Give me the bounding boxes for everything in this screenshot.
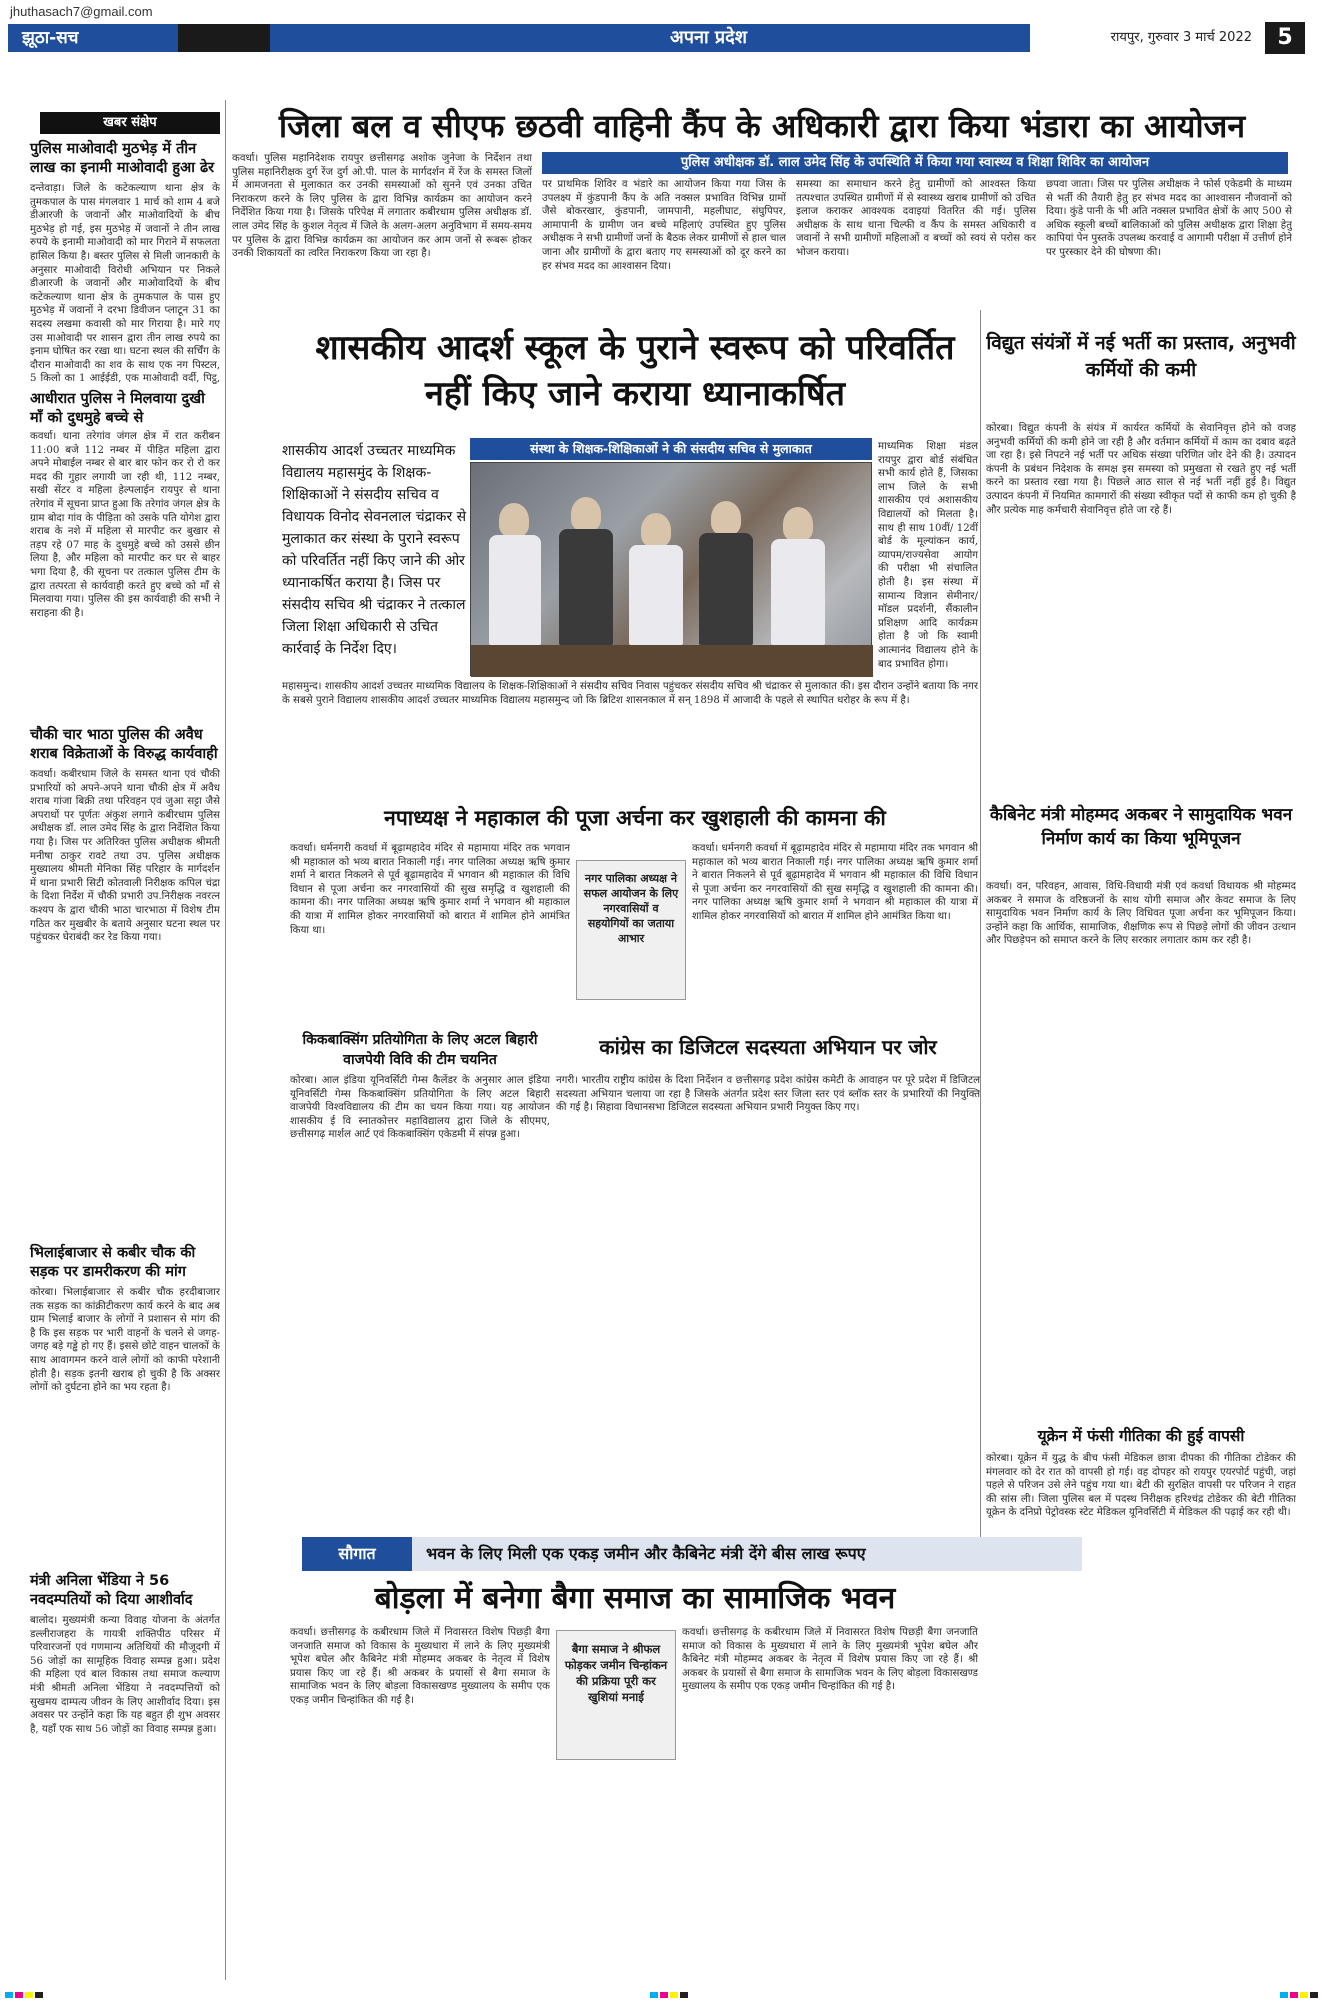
- saugat-tag: सौगात: [302, 1537, 412, 1571]
- kickboxing-body: कोरबा। आल इंडिया यूनिवर्सिटी गेम्स कैलेंडर के अनुसार आल इंडिया यूनिवर्सिटी गेम्स किकबाक्सिंग प्रतियोगिता के लिए अटल बिहारी वाजपेयी विश्वविद्यालय की टीम का चयन किया गया। यह आयोजन शासकीय ई वि स्नातकोत्तर महाविद्यालय द्वारा जिले के सीएमए, छत्तीसगढ़ मार्शल आर्ट एवं किकबाक्सिंग एकेडमी में संपन्न हुआ।: [290, 1075, 550, 1141]
- mahakal-headline: नपाध्यक्ष ने महाकाल की पूजा अर्चना कर खुशहाली की कामना की: [384, 806, 886, 830]
- briefs-tag: खबर संक्षेप: [40, 112, 220, 134]
- brief-body: बालोद। मुख्यमंत्री कन्या विवाह योजना के अंतर्गत डल्लीराजहरा के गायत्री शक्तिपीठ परिसर में परिवारजनों एवं गणमान्य अतिथियों की मौजूदगी में 56 जोड़ों का सामूहिक विवाह सम्पन्न हुआ। प्रदेश की महिला एवं बाल विकास तथा समाज कल्याण मंत्री श्रीमती अनिला भेंडिया ने नवदम्पत्तियों को सुखमय दाम्पत्य जीवन के लिए आशीर्वाद दिया। इस अवसर पर उन्होंने कहा कि यह बहुत ही शुभ अवसर है, यहाँ एक साथ 56 जोड़ों का विवाह सम्पन्न हुआ।: [30, 1615, 220, 1735]
- school-right-col: माध्यमिक शिक्षा मंडल रायपुर द्वारा बोर्ड संबंधित सभी कार्य होते हैं, जिसका लाभ जिले के सभी शासकीय एवं अशासकीय विद्यालयों को मिलता है। साथ ही साथ 10वीं/ 12वीं बोर्ड के मूल्यांकन कार्य, व्यापम/राज्यसेवा आयोग की परीक्षा भी संचालित होती है। इस संस्था में सामान्य विज्ञान सेमीनार/मॉडल प्रदर्शनी, सैंकालीन प्रशिक्षण आदि कार्यक्रम होता है जो कि स्वामी आत्मानंद विद्यालय होने के बाद प्रभावित होगा।: [878, 441, 978, 670]
- email: jhuthasach7@gmail.com: [10, 4, 153, 19]
- saugat-text: भवन के लिए मिली एक एकड़ जमीन और कैबिनेट मंत्री देंगे बीस लाख रूपए: [412, 1537, 1082, 1571]
- lead-col-3: समस्या का समाधान करने हेतु ग्रामीणों को आश्वस्त किया तत्पश्चात उपस्थित ग्रामीणों में से स्वास्थ्य खराब ग्रामीणों को उचित इलाज कराकर आवश्यक दवाइयां वितरित की गई। पुलिस अधीक्षक के साथ थाना चिल्फी व कैंप के समस्त अधिकारी व जवानों ने सभी ग्रामीणों महिलाओं व बच्चों को स्वयं से परोस कर भोजन कराया।: [796, 179, 1036, 258]
- mahakal-body-2: कवर्धा। धर्मनगरी कवर्धा में बूढ़ामहादेव मंदिर से महामाया मंदिर तक भगवान श्री महाकाल को भव्य बारात निकाली गई। नगर पालिका अध्यक्ष ऋषि कुमार शर्मा ने बारात निकलने से पूर्व बूढ़ामहादेव में भगवान श्री महाकाल की विधि विधान से पूजा अर्चना कर नगरवासियों की सुख समृद्धि व खुशहाली की कामना की। नगर पालिका अध्यक्ष ऋषि कुमार शर्मा ने भगवान श्री महाकाल की यात्रा में शामिल होकर नगरवासियों को बारात में शामिल होने आमंत्रित किया था।: [692, 843, 978, 922]
- masthead: [0, 0, 1323, 58]
- lead-col-1: कवर्धा। पुलिस महानिदेशक रायपुर छत्तीसगढ़ अशोक जुनेजा के निर्देशन तथा पुलिस महानिरीक्षक दुर्ग रेंज दुर्ग ओ.पी. पाल के मार्गदर्शन में रेंज के समस्त जिलों में आमजनता से मुलाकात कर उनकी समस्याओं को सुनने एवं उनका उचित निराकरण करने के लिए पुलिस के द्वारा विभिन्न कार्यक्रम का आयोजन करने निर्देशित किया गया है। जिसके परिपेक्ष में लगातार कबीरधाम पुलिस अधीक्षक डॉ. लाल उमेद सिंह के कुशल नेतृत्व में जिले के अलग-अलग अनुविभाग में समय-समय पर पुलिस के द्वारा विभिन्न कार्यक्रम का आयोजन कर आम जनों से रूबरू होकर उनकी शिकायतों का त्वरित निराकरण किया जा रहा है।: [232, 153, 532, 260]
- baiga-body-2: कवर्धा। छत्तीसगढ़ के कबीरधाम जिले में निवासरत विशेष पिछड़ी बैगा जनजाति समाज को विकास के मुख्यधारा में लाने के लिए मुख्यमंत्री भूपेश बघेल और कैबिनेट मंत्री मोहम्मद अकबर के नेतृत्व में विशेष प्रयास किए जा रहे हैं। श्री अकबर के प्रयासों से बैगा समाज के सामाजिक भवन के लिए बोड़ला विकासखण्ड मुख्यालय के समीप एक एकड़ जमीन चिन्हांकित की गई है।: [682, 1627, 978, 1693]
- print-registration-marks: [0, 1990, 1323, 2000]
- brief-body: कोरबा। भिलाईबाजार से कबीर चौक हरदीबाजार तक सड़क का कांक्रीटीकरण कार्य करने के बाद अब ग्राम भिलाई बाजार के लोगों ने प्रशासन से मांग की है कि इस सड़क पर भारी वाहनों के चलने से जगह-जगह बड़े गड्ढे हो गए हैं। इससे छोटे वाहन चालकों के साथ आवागमन करने वाले लोगों को काफी परेशानी होती है। सड़क इतनी खराब हो चुकी है कि अक्सर लोगों को दुर्घटना होने का भय रहता है।: [30, 1287, 220, 1394]
- brief-headline: आधीरात पुलिस ने मिलवाया दुखी माँ को दुधमुहे बच्चे से: [30, 391, 205, 426]
- page-number: 5: [1265, 22, 1305, 54]
- lead-col-2: पर प्राथमिक शिविर व भंडारे का आयोजन किया गया जिस के उपलक्ष्य में कुंडपानी कैंप के अति नक्सल प्रभावित विभिन्न ग्रामों जैसे बोकरखार, कुंडपानी, जामपानी, महलीघाट, संघुपिपर, आमापानी के ग्रामीण जन बच्चे महिलाएं उपस्थित हुए पुलिस अधीक्षक ने सभी ग्रामीणों जनों के बैठक लेकर ग्रामीणों से हाल चाल जाना और ग्रामीणों के द्वारा बताए गए समस्याओं को दूर करने का हर संभव मदद का आश्वासन दिया।: [542, 179, 786, 272]
- brief-body: कवर्धा। थाना तरेगांव जंगल क्षेत्र में रात करीबन 11:00 बजे 112 नम्बर में पीड़ित महिला द्वारा अपने मोबाईल नम्बर से बार बार फोन कर रो रो कर मदद की गुहार लगायी जा रही थी, 112 नम्बर, सखी सेंटर व महिला हेल्पलाईन रायपुर से थाना तरेगांव में सूचना प्राप्त हुआ कि तरेगांव जंगल क्षेत्र के ग्राम बोदा गांव के पीड़िता को उसके पति योगेश द्वारा शराब के नशे में महिला से मारपीट कर बुखार से तड़प रहे 07 माह के दुधमुहे बच्चे को उससे छीन लिया है, और महिला को मारपीट कर घर से बाहर भगा दिया है, की सूचना पर तत्काल पुलिस टीम के द्वारा तत्परता से कार्यवाही करते हुए बच्चे को माँ से मिलवाया गया। पुलिस की इस कार्यवाही की सभी ने सराहना की है।: [30, 431, 220, 619]
- saugat-strip: [302, 1537, 1082, 1571]
- lead-col-4: छपवा जाता। जिस पर पुलिस अधीक्षक ने फोर्स एकेडमी के माध्यम से भर्ती की तैयारी हेतु हर संभव मदद का आश्वासन नौजवानों को दिया। कुंडे पानी के भी अति नक्सल प्रभावित क्षेत्रों के आए 500 से अधिक स्कूली बच्चों बालिकाओं को पुलिस अधीक्षक द्वारा शिक्षा हेतु कापियां पेन पुस्तकें उपलब्ध करवाई व आगामी परीक्षा में उत्तीर्ण होने पर पुरस्कार देने की घोषणा की।: [1046, 179, 1292, 258]
- school-headline: शासकीय आदर्श स्कूल के पुराने स्वरूप को परिवर्तित नहीं किए जाने कराया ध्यानाकर्षित: [315, 328, 955, 414]
- baiga-pull-quote: बैगा समाज ने श्रीफल फोड़कर जमीन चिन्हांकन की प्रक्रिया पूरी कर खुशियां मनाई: [556, 1630, 676, 1760]
- section-title: अपना प्रदेश: [270, 24, 1030, 52]
- mahakal-pull-quote: नगर पालिका अध्यक्ष ने सफल आयोजन के लिए नगरवासियों व सहयोगियों का जताया आभार: [576, 860, 686, 1000]
- cabinet-body: कवर्धा। वन, परिवहन, आवास, विधि-विधायी मंत्री एवं कवर्धा विधायक श्री मोहम्मद अकबर ने समाज के वरिष्ठजनों के साथ योगी समाज और केवट समाज के लिए सामुदायिक भवन निर्माण कार्य के लिए विधिवत पूजा अर्चना कर भूमिपूजन किया। उन्होंने कहा कि आर्थिक, सामाजिक, शैक्षणिक रूप से पिछड़े लोगों की जीवन उत्थान और पिछड़ेपन को समाप्त करने के लिए सरकार लगातार काम कर रही है।: [986, 881, 1296, 947]
- brief-headline: चौकी चार भाठा पुलिस की अवैध शराब विक्रेताओं के विरुद्ध कार्यवाही: [30, 727, 218, 762]
- ukraine-headline: यूक्रेन में फंसी गीतिका की हुई वापसी: [1037, 1427, 1245, 1445]
- school-photo-caption: संस्था के शिक्षक-शिक्षिकाओं ने की संसदीय सचिव से मुलाकात: [470, 438, 872, 460]
- power-headline: विद्युत संयंत्रों में नई भर्ती का प्रस्ताव, अनुभवी कर्मियों की कमी: [986, 332, 1296, 381]
- paper-name: झूठा-सच: [8, 24, 178, 52]
- paper-name-bar: [8, 24, 270, 52]
- power-body: कोरबा। विद्युत कंपनी के संयंत्र में कार्यरत कर्मियों के सेवानिवृत्त होने को वजह अनुभवी कर्मियों की कमी होने जा रही है और वर्तमान कर्मियों में काम का दबाव बढ़ते जा रहा है। इसे निपटने नई भर्ती पर अधिक संख्या परिणित जोर देने की है। उत्पादन कंपनी के प्रबंधन निदेशक के समक्ष इस समस्या को प्रमुखता से रखते हुए नई भर्ती करने का प्रस्ताव रखा गया है। पिछले आठ साल से नई भर्ती नहीं हुई है। विद्युत उत्पादन कंपनी में नियमित कामगारों की संख्या स्वीकृत पदों से काफी कम हो चुकी है और प्रत्येक माह कर्मचारी सेवानिवृत्त होते जा रहे हैं।: [986, 423, 1296, 516]
- lead-subheadline: पुलिस अधीक्षक डॉ. लाल उमेद सिंह के उपस्थिति में किया गया स्वास्थ्य व शिक्षा शिविर का आयोजन: [542, 152, 1288, 174]
- kickboxing-headline: किकबाक्सिंग प्रतियोगिता के लिए अटल बिहारी वाजपेयी विवि की टीम चयनित: [302, 1032, 538, 1068]
- column-divider: [225, 100, 226, 1980]
- congress-headline: कांग्रेस का डिजिटल सदस्यता अभियान पर जोर: [599, 1035, 937, 1059]
- school-intro: शासकीय आदर्श उच्चतर माध्यमिक विद्यालय महासमुंद के शिक्षक-शिक्षिकाओं ने संसदीय सचिव व विधायक विनोद सेवनलाल चंद्राकर से मुलाकात कर संस्था के पुराने स्वरूप को परिवर्तित नहीं किए जाने की ओर ध्यानाकर्षित कराया है। जिस पर संसदीय सचिव श्री चंद्राकर ने तत्काल जिला शिक्षा अधिकारी से उचित कार्रवाई के निर्देश दिए।: [282, 443, 467, 657]
- mahakal-body: कवर्धा। धर्मनगरी कवर्धा में बूढ़ामहादेव मंदिर से महामाया मंदिर तक भगवान श्री महाकाल को भव्य बारात निकाली गई। नगर पालिका अध्यक्ष ऋषि कुमार शर्मा ने बारात निकलने से पूर्व बूढ़ामहादेव में भगवान श्री महाकाल की विधि विधान से पूजा अर्चना कर नगरवासियों की सुख समृद्धि व खुशहाली की कामना की। नगर पालिका अध्यक्ष ऋषि कुमार शर्मा ने भगवान श्री महाकाल की यात्रा में शामिल होकर नगरवासियों को बारात में शामिल होने आमंत्रित किया था।: [290, 843, 570, 936]
- baiga-body: कवर्धा। छत्तीसगढ़ के कबीरधाम जिले में निवासरत विशेष पिछड़ी बैगा जनजाति समाज को विकास के मुख्यधारा में लाने के लिए मुख्यमंत्री भूपेश बघेल और कैबिनेट मंत्री मोहम्मद अकबर के नेतृत्व में विशेष प्रयास किए जा रहे हैं। श्री अकबर के प्रयासों से बैगा समाज के सामाजिक भवन के लिए बोड़ला विकासखण्ड मुख्यालय के समीप एक एकड़ जमीन चिन्हांकित की गई है।: [290, 1627, 550, 1706]
- brief-headline: पुलिस माओवादी मुठभेड़ में तीन लाख का इनामी माओवादी हुआ ढेर: [30, 141, 215, 176]
- column-divider: [980, 310, 981, 1540]
- congress-body: नगरी। भारतीय राष्ट्रीय कांग्रेस के दिशा निर्देशन व छत्तीसगढ़ प्रदेश कांग्रेस कमेटी के आवाहन पर पूरे प्रदेश में डिजिटल सदस्यता अभियान चलाया जा रहा है जिसके अंतर्गत प्रदेश स्तर जिला स्तर एवं ब्लॉक स्तर के प्रभारियों की नियुक्ति की गई है। सिहावा विधानसभा डिजिटल सदस्यता अभियान प्रभारी नियुक्त किए गए।: [556, 1075, 980, 1114]
- baiga-headline: बोड़ला में बनेगा बैगा समाज का सामाजिक भवन: [374, 1581, 896, 1616]
- brief-headline: भिलाईबाजार से कबीर चौक की सड़क पर डामरीकरण की मांग: [30, 1245, 196, 1280]
- lead-headline: जिला बल व सीएफ छठवी वाहिनी कैंप के अधिकारी द्वारा किया भंडारा का आयोजन: [278, 107, 1246, 145]
- date: रायपुर, गुरुवार 3 मार्च 2022: [1110, 30, 1252, 45]
- ukraine-body: कोरबा। यूक्रेन में युद्ध के बीच फंसी मेडिकल छात्रा दीपका की गीतिका टोडेकर की मंगलवार को देर रात को वापसी हो गई। वह दोपहर को रायपुर एयरपोर्ट पहुंची, जहां पहले से परिजन उसे लेने पहुंच गया था। बेटी की सुरक्षित वापसी पर परिजन ने राहत की सांस ली। जिला पुलिस बल में पदस्थ निरीक्षक हरिश्चंद्र टोडेकर की बेटी गीतिका यूक्रेन के दनिप्रो पेट्रोवस्क स्टेट मेडिकल यूनिवर्सिटी में मेडिकल की पढ़ाई कर रही थी।: [986, 1453, 1296, 1519]
- brief-body: दन्तेवाड़ा। जिले के कटेकल्याण थाना क्षेत्र के तुमकपाल के पास मंगलवार 1 मार्च को शाम 4 बजे डीआरजी के जवानों और माओवादियों के बीच मुठभेड़ हो गई, इस मुठभेड़ में जवानों ने तीन लाख रुपये के इनामी माओवादी को मार गिराने में सफलता हासिल किया है। बस्तर पुलिस से मिली जानकारी के अनुसार माओवादी विरोधी अभियान पर निकले डीआरजी के जवानों और माओवादियों के बीच कटेकल्याण थाना क्षेत्र के तुमकपाल के पास हुए मुठभेड़ में जवानों ने दरभा डिवीजन प्लाटून 31 का सदस्य लखमा कवासी को मार गिराया है। मारे गए उस माओवादी पर शासन द्वारा तीन लाख रुपये का इनाम घोषित कर रखा था। घटना स्थल की सर्चिंग के दौरान माओवादी का शव के साथ एक नग पिस्टल, 5 किलो का 1 आईईडी, एक माओवादी वर्दी, पिट्ठू,: [30, 183, 220, 384]
- school-meeting-photo: [470, 462, 872, 676]
- cabinet-headline: कैबिनेट मंत्री मोहम्मद अकबर ने सामुदायिक भवन निर्माण कार्य का किया भूमिपूजन: [989, 805, 1293, 849]
- brief-headline: मंत्री अनिला भेंडिया ने 56 नवदम्पतियों को दिया आशीर्वाद: [30, 1573, 193, 1608]
- school-bottom-col: महासमुन्द। शासकीय आदर्श उच्चतर माध्यमिक विद्यालय के शिक्षक-शिक्षिकाओं ने संसदीय सचिव निवास पहुंचकर संसदीय सचिव श्री चंद्राकर से मुलाकात की। इस दौरान उन्होंने बताया कि नगर के सबसे पुराने विद्यालय शासकीय आदर्श उच्चतर माध्यमिक विद्यालय महासमुन्द जो कि ब्रिटिश शासनकाल में सन् 1898 में आजादी के पहले से स्थापित धरोहर के रूप में है।: [282, 681, 978, 706]
- brief-body: कवर्धा। कबीरधाम जिले के समस्त थाना एवं चौकी प्रभारियों को अपने-अपने थाना चौकी क्षेत्र में अवैध शराब गांजा बिक्री तथा परिवहन एवं जुआ सट्टा जैसे अपराधों पर पूर्णतः अंकुश लगाने कबीरधाम पुलिस अधीक्षक डॉ. लाल उमेद सिंह के द्वारा निर्देशित किया गया है। जिस पर अतिरिक्त पुलिस अधीक्षक श्रीमती मनीषा ठाकुर रावटे तथा उप. पुलिस अधीक्षक मुख्यालय श्रीमती मेनिका सिंह परिहार के मार्गदर्शन में थाना प्रभारी सिटी कोतवाली निरीक्षक कपिल चंद्रा के दिशा निर्देश में चौकी प्रभारी उप.निरीक्षक नवरत्न कश्यप के द्वारा चौकी भाठा चारभाठा में विशेष टीम गठित कर मुखबीर के बताये अनुसार घटना स्थल पर पहुंचकर घेराबंदी कर रेड किया गया।: [30, 769, 220, 944]
